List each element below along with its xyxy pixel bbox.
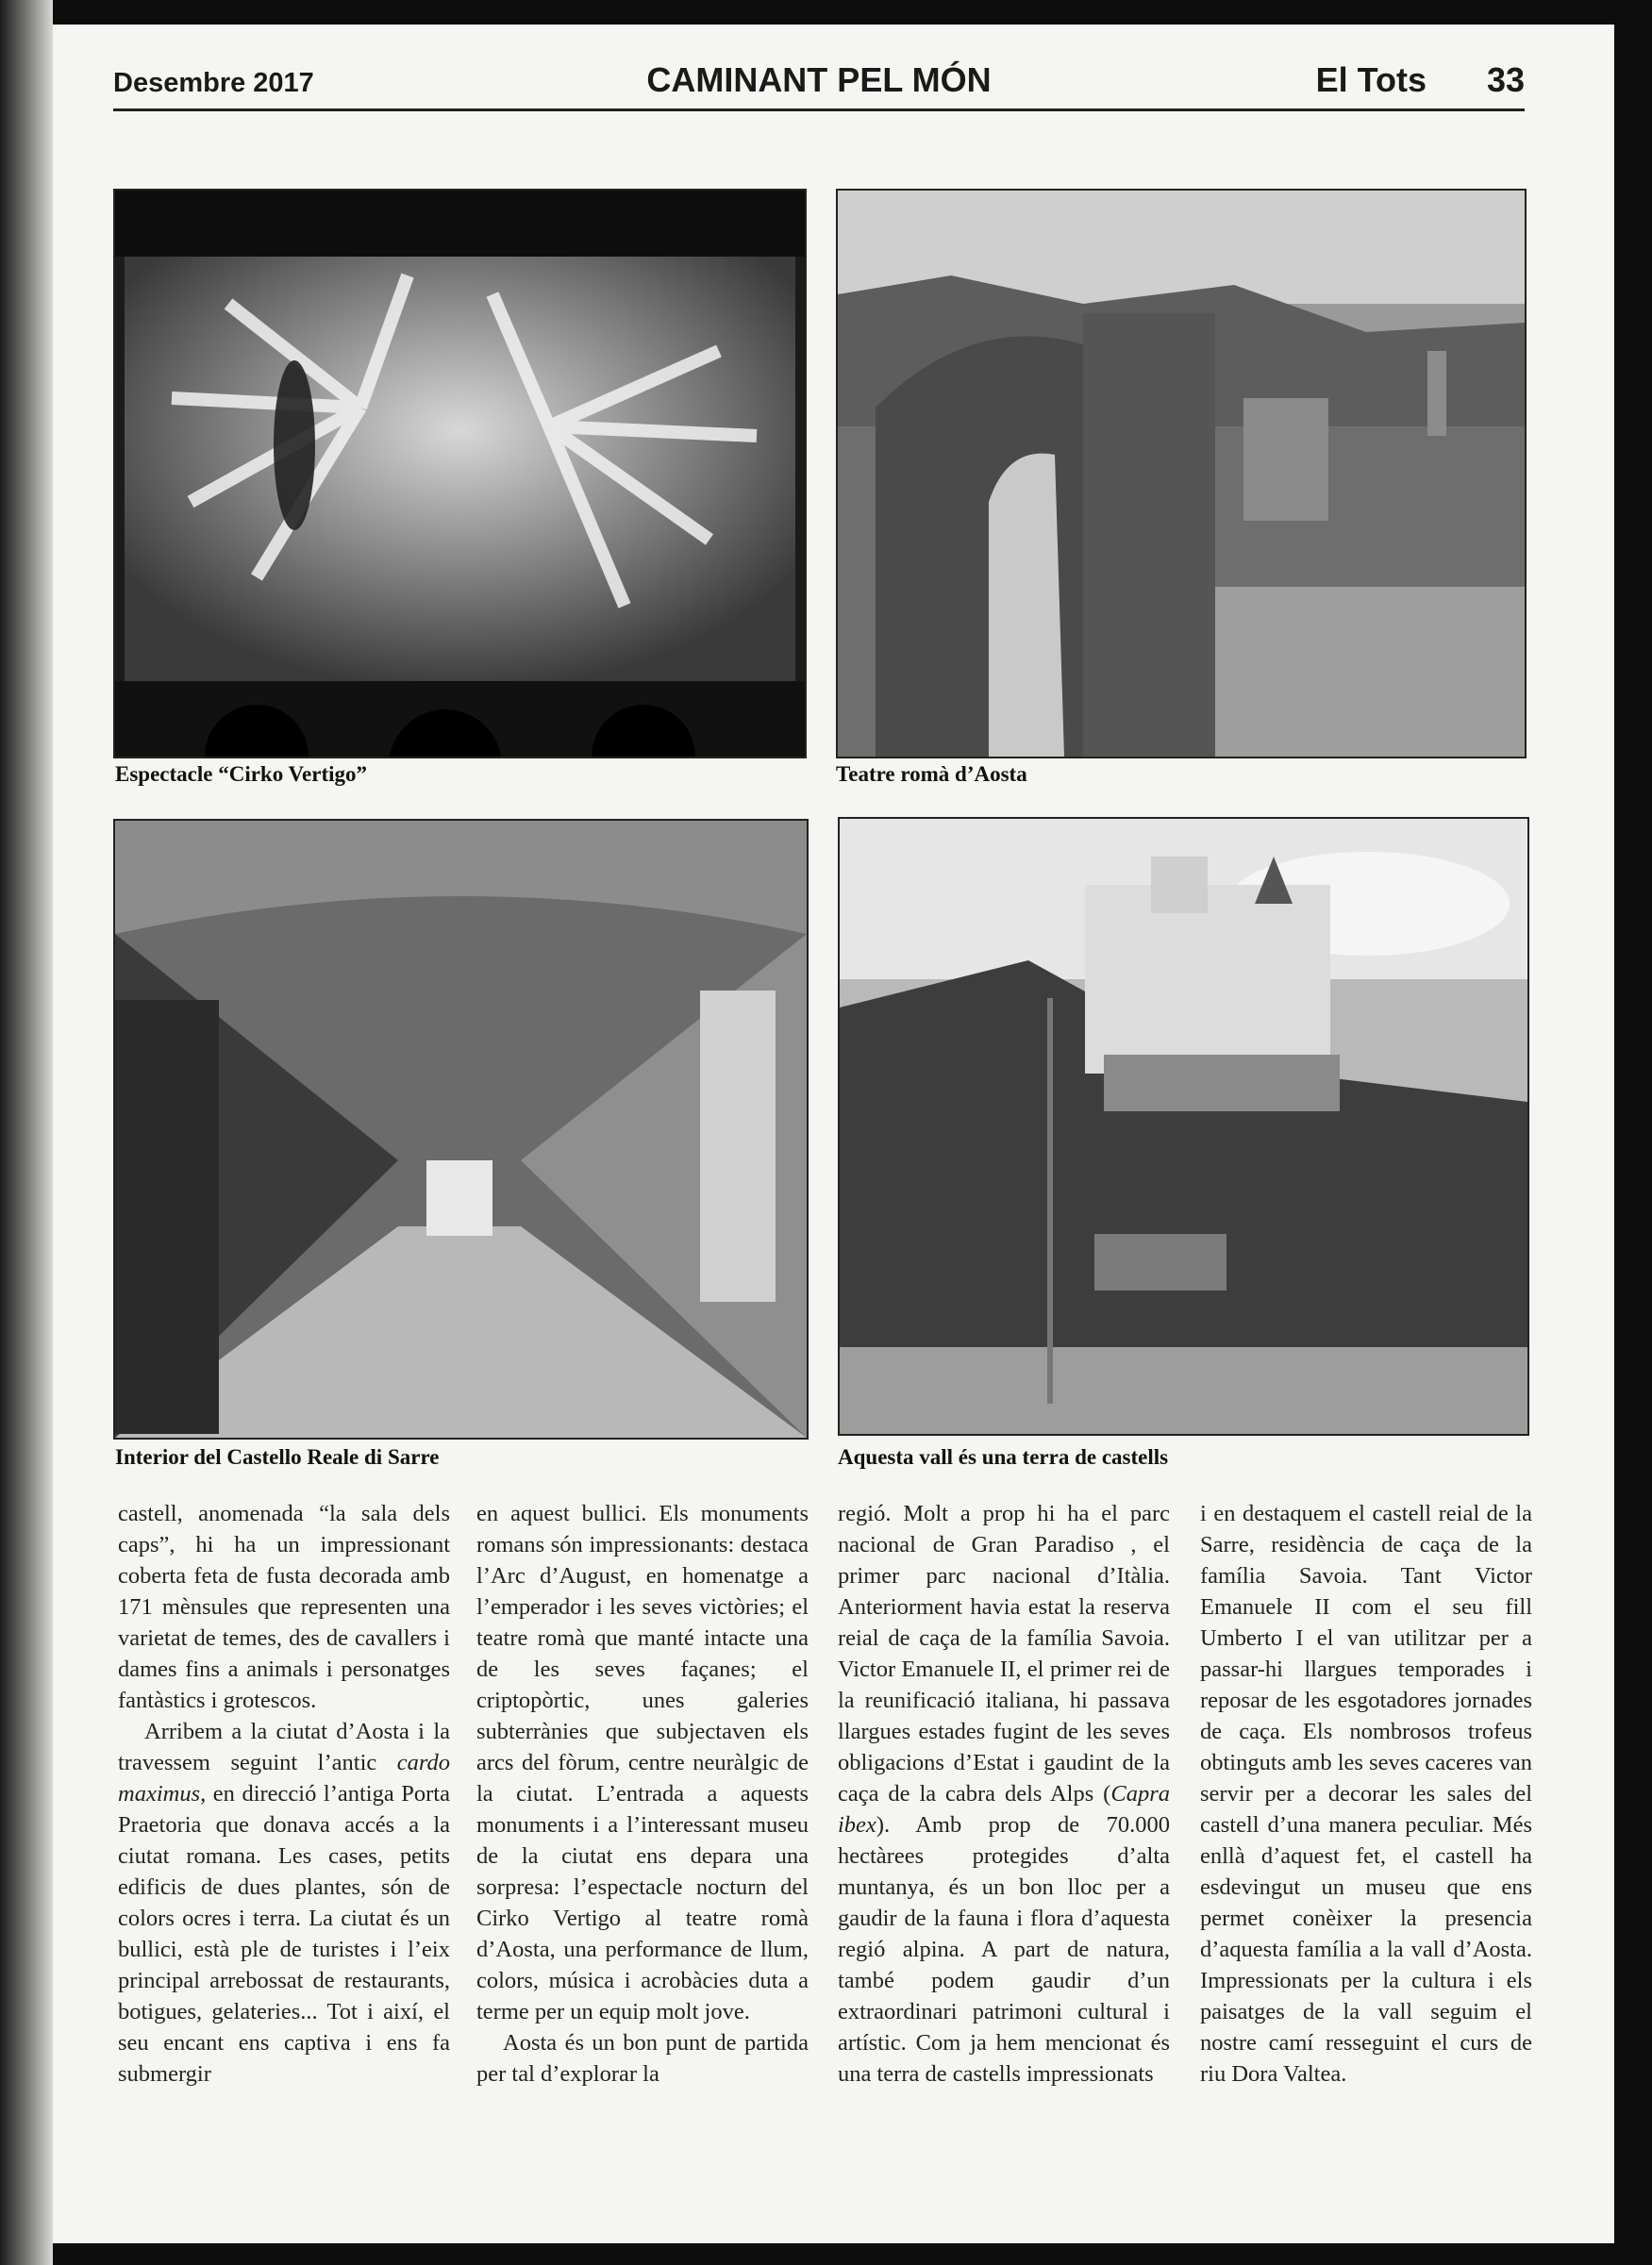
article-paragraph: i en destaquem el castell reial de la Sarre, residència de caça de la família Savoia. Tant Victor Emanuele II com el seu fill Umberto I el van utilitzar per a passar-hi llargues temporades i reposar de les esgotadores jornades de caça. Els nombrosos trofeus obtinguts amb les seves caceres van servir per a decorar les sales del castell d’una manera peculiar. Més enllà d’aquest fet, el castell ha esdevingut un museu que ens permet conèixer la presencia d’aquesta família a la vall d’Aosta. Impressionats per la cultura i els paisatges de la vall seguim el nostre camí resseguint el curs de riu Dora Valtea. — [1200, 1501, 1532, 2087]
article-column-3 — [838, 1498, 1170, 2177]
article-paragraph: regió. Molt a prop hi ha el parc nacional de Gran Paradiso , el primer parc nacional d’Itàlia. Anteriorment havia estat la reserva reial de caça de la família Savoia. Victor Emanuele II, el primer rei de la reunificació italiana, hi passava llargues estades fugint de les seves obligacions d’Estat i gaudint de la caça de la cabra dels Alps (Capra ibex). Amb prop de 70.000 hectàrees protegides d’alta muntanya, és un bon lloc per a gaudir de la fauna i flora d’aquesta regió alpina. A part de natura, també podem gaudir d’un extraordinari patrimoni cultural i artístic. Com ja hem mencionat és una terra de castells impressionats — [838, 1501, 1170, 2087]
page-header — [113, 57, 1525, 111]
issue-date: Desembre 2017 — [113, 68, 314, 98]
article-column-4 — [1200, 1498, 1532, 2177]
article-column-1 — [118, 1498, 450, 2177]
publication-name: El Tots — [1315, 60, 1427, 99]
page-number: 33 — [1486, 60, 1525, 99]
photo-caption: Espectacle “Cirko Vertigo” — [115, 762, 368, 786]
article-paragraph: Aosta és un bon punt de partida per tal d’explorar la — [476, 2030, 809, 2087]
page-spine-shadow — [0, 0, 53, 2265]
photo-castle-valley — [838, 817, 1529, 1436]
photo-caption: Teatre romà d’Aosta — [836, 762, 1027, 786]
section-title: CAMINANT PEL MÓN — [646, 60, 992, 99]
article-paragraph: Arribem a la ciutat d’Aosta i la travessem seguint l’antic cardo maximus, en direcció l’antiga Porta Praetoria que donava accés a la ciutat romana. Les cases, petits edificis de dues plantes, són de colors ocres i terra. La ciutat és un bullici, està ple de turistes i l’eix principal arrebossat de restaurants, botigues, gelateries... Tot i així, el seu encant ens captiva i ens fa submergir — [118, 1719, 450, 2087]
article-paragraph: en aquest bullici. Els monuments romans són impressionants: destaca l’Arc d’August, en homenatge a l’emperador i les seves victòries; el teatre romà que manté intacte una de les seves façanes; el criptopòrtic, unes galeries subterrànies que subjectaven els arcs del fòrum, centre neuràlgic de la ciutat. L’entrada a aquests monuments i a l’interessant museu de la ciutat ens depara una sorpresa: l’espectacle nocturn del Cirko Vertigo al teatre romà d’Aosta, una performance de llum, colors, música i acrobàcies duta a terme per un equip molt jove. — [476, 1501, 809, 2024]
photo-roman-theatre — [836, 189, 1527, 758]
article-column-2 — [476, 1498, 809, 2177]
photo-caption: Aquesta vall és una terra de castells — [838, 1445, 1169, 1469]
photo-cirko-vertigo — [113, 189, 807, 758]
article-paragraph: castell, anomenada “la sala dels caps”, hi ha un impressionant coberta feta de fusta decorada amb 171 mènsules que representen una varietat de temes, des de cavallers i dames fins a animals i personatges fantàstics i grotescos. — [118, 1501, 450, 1713]
photo-castle-interior — [113, 819, 809, 1440]
photo-caption: Interior del Castello Reale di Sarre — [115, 1445, 440, 1469]
